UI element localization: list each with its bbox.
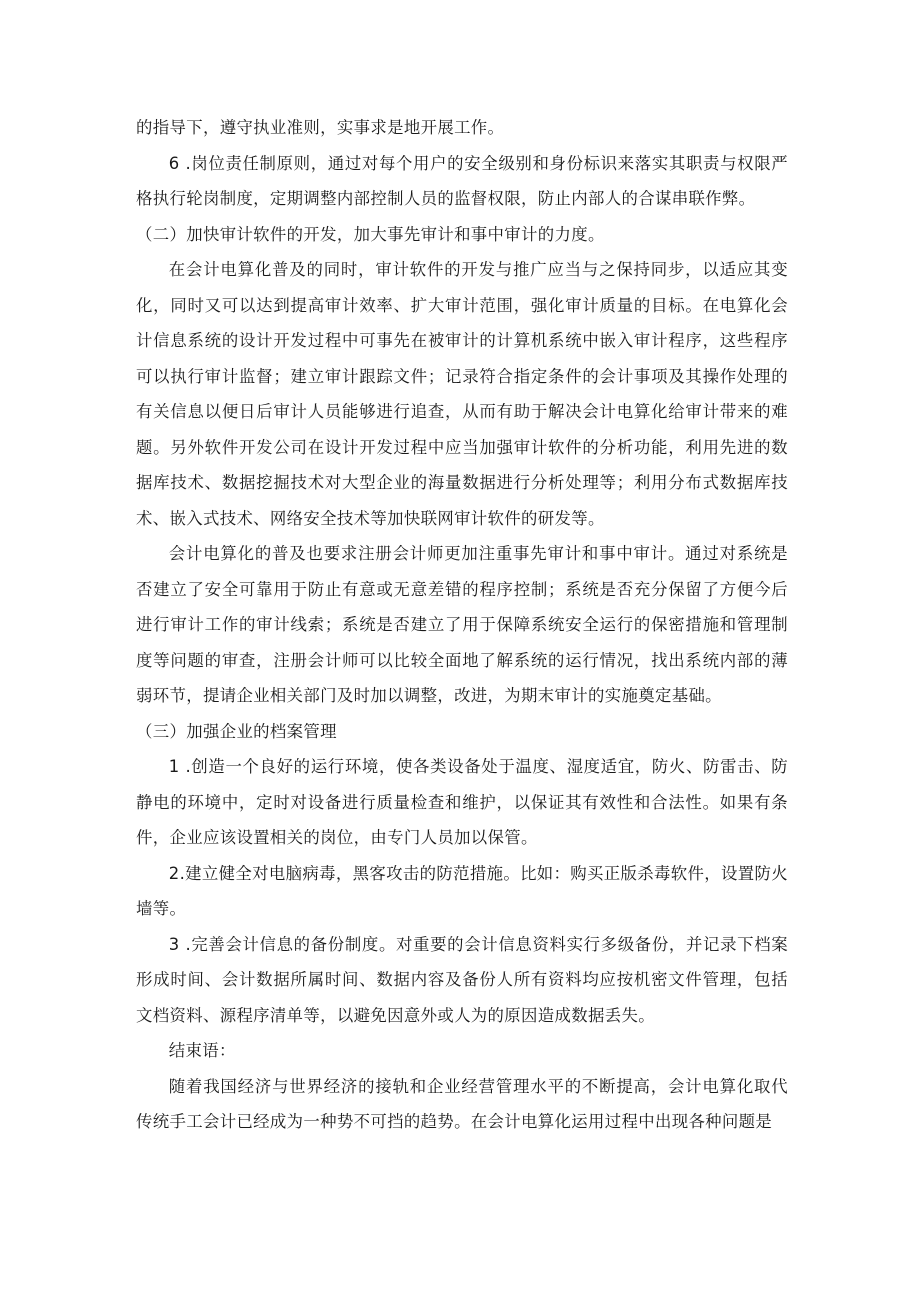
paragraph-item-1: 1 .创造一个良好的运行环境，使各类设备处于温度、湿度适宜，防火、防雷击、防静电的环境中，定时对设备进行质量检查和维护，以保证其有效性和合法性。如果有条件，企业应该设置相关的岗位，由专门人员加以保管。 (136, 757, 788, 847)
paragraph-audit-software: 在会计电算化普及的同时，审计软件的开发与推广应当与之保持同步，以适应其变化，同时又可以达到提高审计效率、扩大审计范围，强化审计质量的目标。在电算化会计信息系统的设计开发过程中可事先在被审计的计算机系统中嵌入审计程序，这些程序可以执行审计监督；建立审计跟踪文件；记录符合指定条件的会计事项及其操作处理的有关信息以便日后审计人员能够进行追查，从而有助于解决会计电算化给审计带来的难题。另外软件开发公司在设计开发过程中应当加强审计软件的分析功能，利用先进的数据库技术、数据挖掘技术对大型企业的海量数据进行分析处理等；利用分布式数据库技术、嵌入式技术、网络安全技术等加快联网审计软件的研发等。 (136, 260, 788, 528)
paragraph-item-2: 2.建立健全对电脑病毒，黑客攻击的防范措施。比如：购买正版杀毒软件，设置防火墙等。 (136, 863, 788, 918)
paragraph-item-6: 6 .岗位责任制原则，通过对每个用户的安全级别和身份标识来落实其职责与权限严格执行轮岗制度，定期调整内部控制人员的监督权限，防止内部人的合谋串联作弊。 (136, 153, 788, 208)
conclusion-heading: 结束语： (168, 1041, 236, 1060)
paragraph-item-3: 3 .完善会计信息的备份制度。对重要的会计信息资料实行多级备份，并记录下档案形成时间、会计数据所属时间、数据内容及备份人所有资料均应按机密文件管理，包括文档资料、源程序清单等，以避免因意外或人为的原因造成数据丢失。 (136, 934, 788, 1025)
paragraph-conclusion: 随着我国经济与世界经济的接轨和企业经营管理水平的不断提高，会计电算化取代传统手工会计已经成为一种势不可挡的趋势。在会计电算化运用过程中出现各种问题是 (136, 1076, 788, 1131)
paragraph-continuation: 的指导下，遵守执业准则，实事求是地开展工作。 (136, 118, 505, 137)
section-heading-2: （二）加快审计软件的开发，加大事先审计和事中审计的力度。 (136, 224, 605, 244)
paragraph-cpa-audit: 会计电算化的普及也要求注册会计师更加注重事先审计和事中审计。通过对系统是否建立了安全可靠用于防止有意或无意差错的程序控制；系统是否充分保留了方便今后进行审计工作的审计线索；系统是否建立了用于保障系统安全运行的保密措施和管理制度等问题的审查，注册会计师可以比较全面地了解系统的运行情况，找出系统内部的薄弱环节，提请企业相关部门及时加以调整，改进，为期末审计的实施奠定基础。 (136, 544, 788, 705)
section-heading-3: （三）加强企业的档案管理 (136, 721, 337, 741)
document-body (136, 110, 788, 1140)
